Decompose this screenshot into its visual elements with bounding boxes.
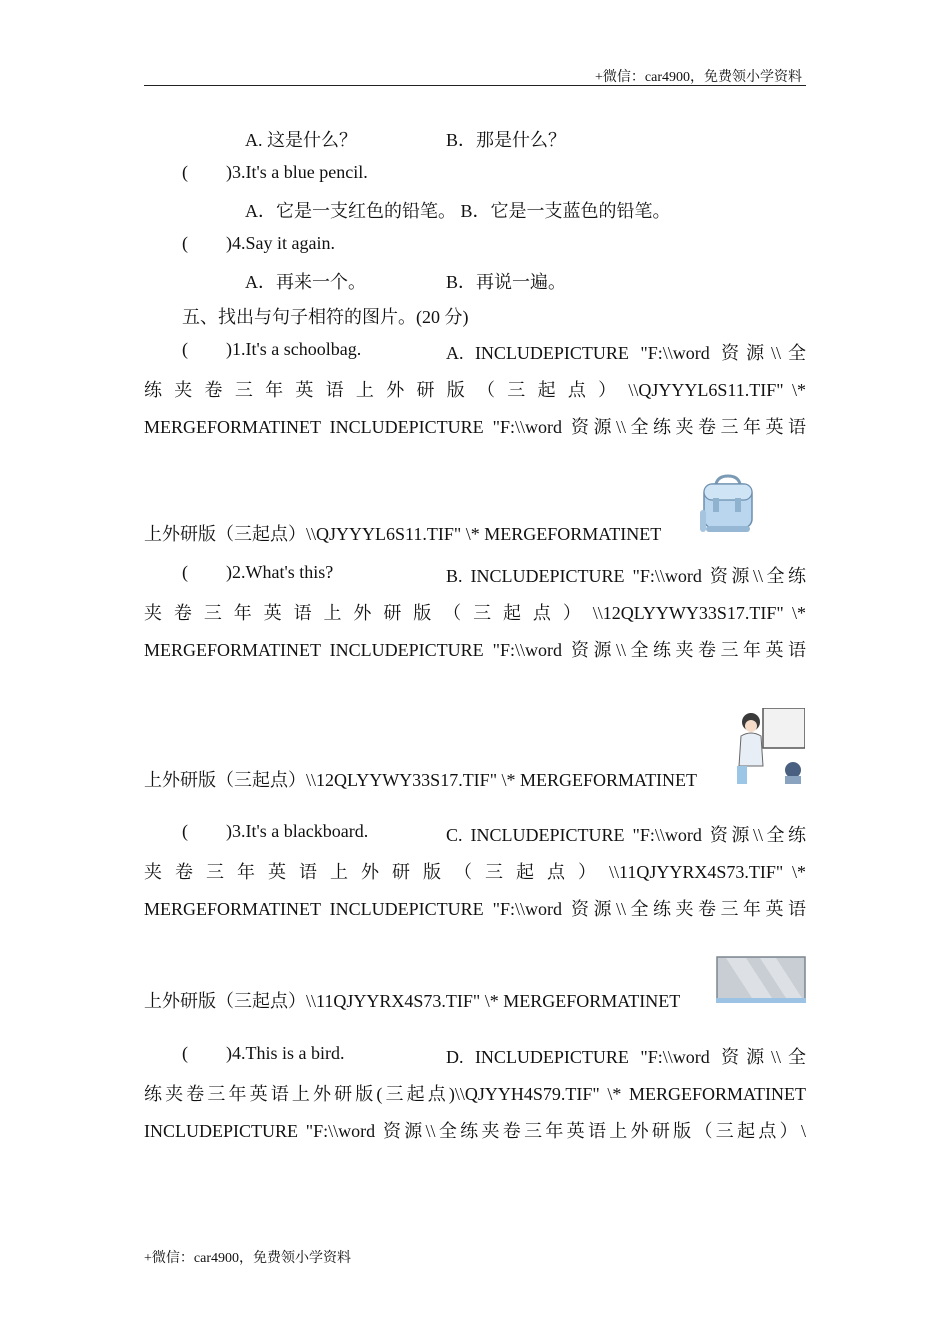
item4-sentence: )4.This is a bird. bbox=[226, 1043, 345, 1063]
item3-answer-paren: ( bbox=[182, 821, 188, 841]
item1-field-line2: 练 夹 卷 三 年 英 语 上 外 研 版 （ 三 起 点 ） \\QJYYYL6S11.TIF" \* bbox=[144, 380, 806, 400]
item2-field-line2: 夹 卷 三 年 英 语 上 外 研 版 （ 三 起 点 ） \\12QLYYWY33S17.TIF" \* bbox=[144, 603, 806, 623]
q3-options: A．它是一支红色的铅笔。 B．它是一支蓝色的铅笔。 bbox=[245, 201, 671, 221]
item1-answer-paren: ( bbox=[182, 339, 188, 359]
item1-field-line4: 上外研版（三起点）\\QJYYYL6S11.TIF" \* MERGEFORMATINET bbox=[144, 524, 662, 544]
page-header: +微信：car4900，免费领小学资料 bbox=[595, 70, 802, 85]
q4-option-b: B．再说一遍。 bbox=[446, 272, 567, 292]
item3-field-line4: 上外研版（三起点）\\11QJYYRX4S73.TIF" \* MERGEFORMATINET bbox=[144, 991, 681, 1011]
item4-answer-paren: ( bbox=[182, 1043, 188, 1063]
item2-field-line4: 上外研版（三起点）\\12QLYYWY33S17.TIF" \* MERGEFORMATINET bbox=[144, 770, 698, 790]
item2-sentence: )2.What's this? bbox=[226, 562, 334, 582]
q2-option-a: A. 这是什么？ bbox=[245, 130, 357, 150]
item2-answer-paren: ( bbox=[182, 562, 188, 582]
item1-sentence: )1.It's a schoolbag. bbox=[226, 339, 362, 359]
q2-option-b: B．那是什么？ bbox=[446, 130, 567, 150]
q4-answer-paren: ( bbox=[182, 233, 188, 253]
q3-sentence: )3.It's a blue pencil. bbox=[226, 162, 368, 182]
q4-option-a: A．再来一个。 bbox=[245, 272, 366, 292]
item1-field-line1: A. INCLUDEPICTURE "F:\\word 资源\\全 bbox=[446, 343, 806, 363]
item4-field-line2: 练夹卷三年英语上外研版(三起点)\\QJYYH4S79.TIF" \* MERGEFORMATINET bbox=[144, 1084, 806, 1104]
item4-field-line3: INCLUDEPICTURE "F:\\word 资源\\全练夹卷三年英语上外研版（三起点）\ bbox=[144, 1121, 806, 1141]
item3-sentence: )3.It's a blackboard. bbox=[226, 821, 369, 841]
item1-field-line3: MERGEFORMATINET INCLUDEPICTURE "F:\\word 资源\\全练夹卷三年英语 bbox=[144, 417, 806, 437]
item2-field-line1: B. INCLUDEPICTURE "F:\\word 资源\\全练 bbox=[446, 566, 806, 586]
page-footer: +微信：car4900，免费领小学资料 bbox=[144, 1251, 351, 1266]
item3-field-line2: 夹 卷 三 年 英 语 上 外 研 版 （ 三 起 点 ） \\11QJYYRX4S73.TIF" \* bbox=[144, 862, 806, 882]
header-rule bbox=[144, 85, 806, 86]
q4-sentence: )4.Say it again. bbox=[226, 233, 335, 253]
teacher-blackboard-picture bbox=[735, 708, 805, 784]
item3-field-line1: C. INCLUDEPICTURE "F:\\word 资源\\全练 bbox=[446, 825, 806, 845]
schoolbag-picture bbox=[698, 474, 756, 536]
blackboard-picture bbox=[716, 956, 806, 1004]
section-title: 五、找出与句子相符的图片。(20 分) bbox=[182, 307, 469, 327]
item3-field-line3: MERGEFORMATINET INCLUDEPICTURE "F:\\word 资源\\全练夹卷三年英语 bbox=[144, 899, 806, 919]
item4-field-line1: D. INCLUDEPICTURE "F:\\word 资源\\全 bbox=[446, 1047, 806, 1067]
q3-answer-paren: ( bbox=[182, 162, 188, 182]
item2-field-line3: MERGEFORMATINET INCLUDEPICTURE "F:\\word 资源\\全练夹卷三年英语 bbox=[144, 640, 806, 660]
